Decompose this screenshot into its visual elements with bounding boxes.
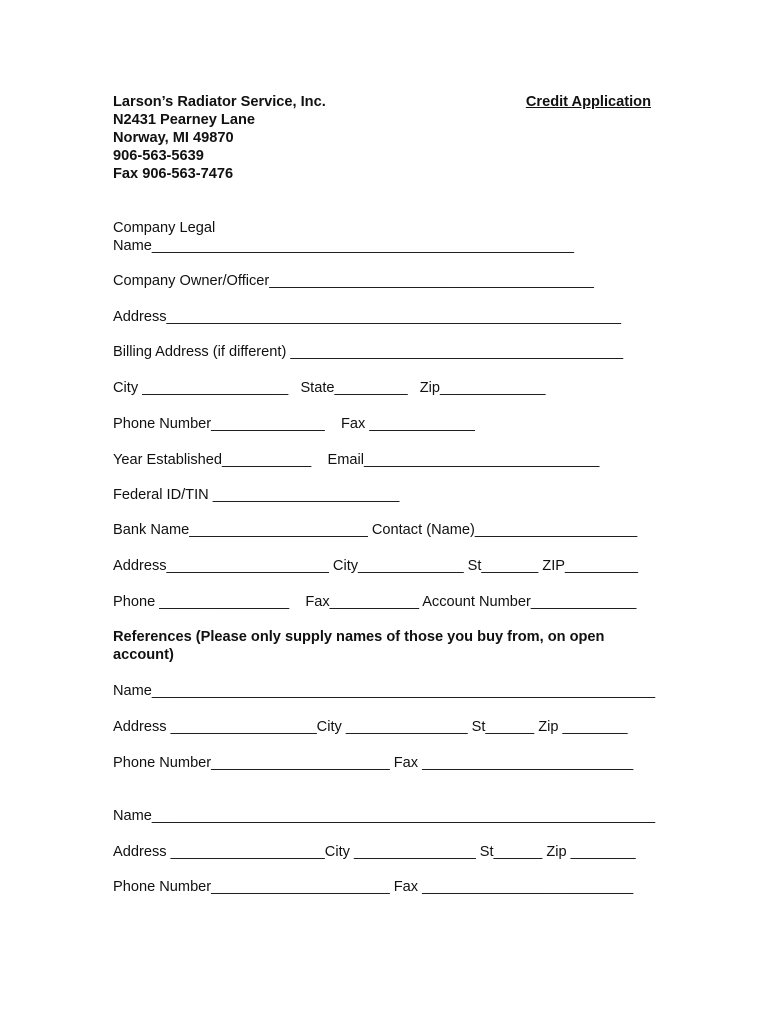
reference-2-name-field[interactable]: Name______________________________________________________________ <box>113 808 656 824</box>
phone-fax-fields[interactable]: Phone Number______________ Fax _____________ <box>113 416 475 432</box>
company-name: Larson’s Radiator Service, Inc. <box>113 94 326 110</box>
company-phone: 906-563-5639 <box>113 148 204 164</box>
legal-name-label-line-1: Company Legal <box>113 220 216 236</box>
references-heading: References (Please only supply names of those you buy from, on open account) <box>113 629 605 663</box>
reference-2-phone-fax-fields[interactable]: Phone Number______________________ Fax __________________________ <box>113 879 634 895</box>
reference-1-address-fields[interactable]: Address __________________City _______________ St______ Zip ________ <box>113 719 628 735</box>
document-title: Credit Application <box>525 94 651 110</box>
bank-contact-fields[interactable]: Bank Name______________________ Contact (Name)____________________ <box>113 522 638 538</box>
company-header <box>113 93 326 183</box>
federal-id-field[interactable]: Federal ID/TIN _______________________ <box>113 487 400 503</box>
bank-address-fields[interactable]: Address____________________ City_____________ St_______ ZIP_________ <box>113 558 639 574</box>
reference-2-address-fields[interactable]: Address ___________________City _______________ St______ Zip ________ <box>113 844 636 860</box>
bank-phone-account-fields[interactable]: Phone ________________ Fax___________ Account Number_____________ <box>113 594 637 610</box>
company-fax: Fax 906-563-7476 <box>113 166 234 182</box>
owner-officer-field[interactable]: Company Owner/Officer________________________________________ <box>113 273 594 289</box>
reference-1-name-field[interactable]: Name______________________________________________________________ <box>113 683 656 699</box>
city-state-zip-fields[interactable]: City __________________ State_________ Zip_____________ <box>113 380 546 396</box>
legal-name-field[interactable]: Name____________________________________________________ <box>113 238 574 254</box>
company-city-state-zip: Norway, MI 49870 <box>113 130 234 146</box>
company-street: N2431 Pearney Lane <box>113 112 255 128</box>
year-email-fields[interactable]: Year Established___________ Email_____________________________ <box>113 452 600 468</box>
address-field[interactable]: Address________________________________________________________ <box>113 309 622 325</box>
billing-address-field[interactable]: Billing Address (if different) _________________________________________ <box>113 344 624 360</box>
reference-1-phone-fax-fields[interactable]: Phone Number______________________ Fax __________________________ <box>113 755 634 771</box>
